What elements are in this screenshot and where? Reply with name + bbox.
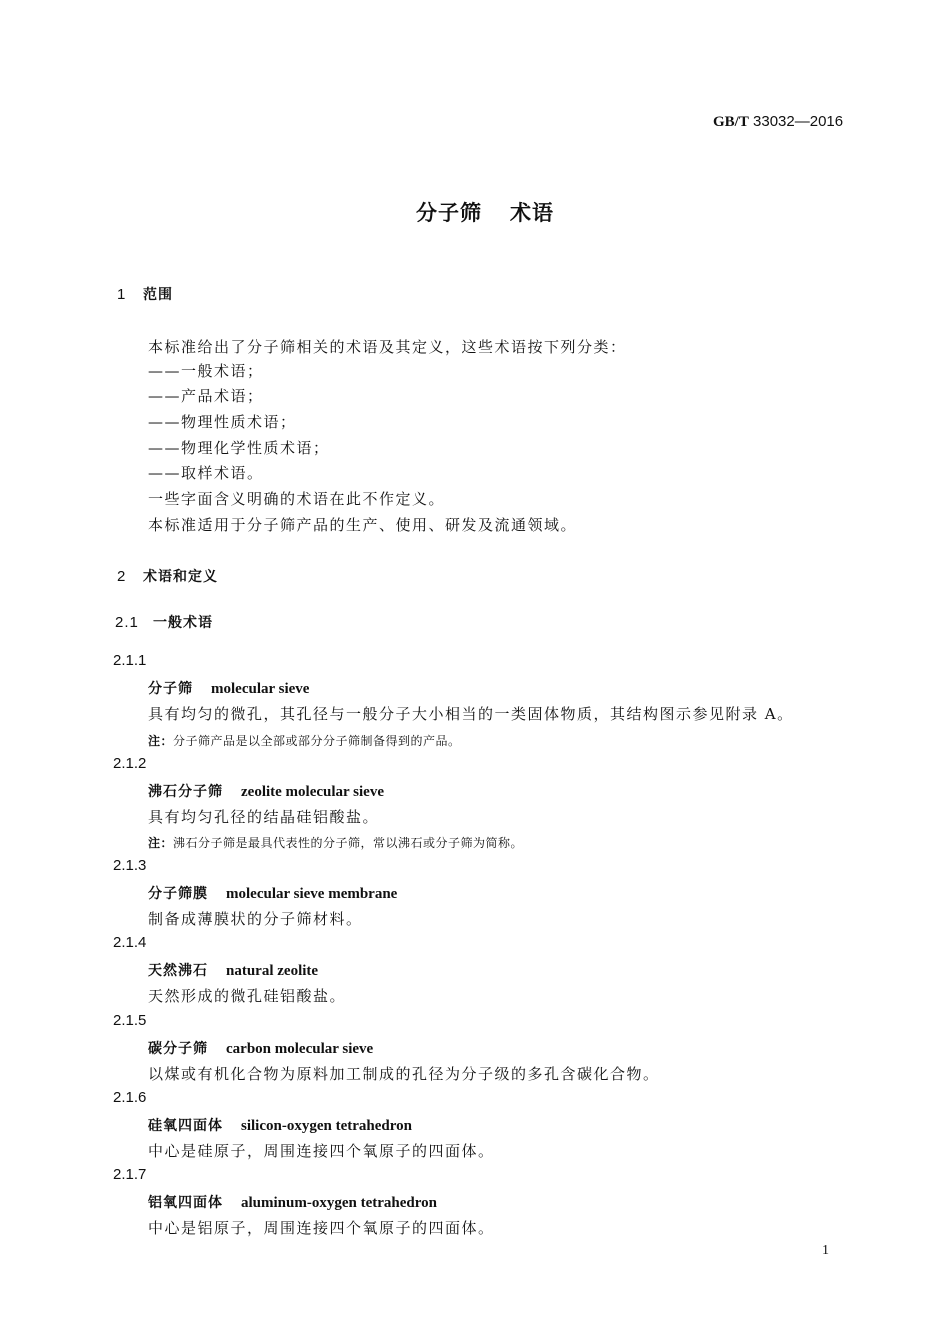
term-zh: 天然沸石 xyxy=(148,963,208,979)
section-number: 1 xyxy=(117,286,127,303)
note-text: 沸石分子筛是最具代表性的分子筛，常以沸石或分子筛为简称。 xyxy=(173,836,524,850)
term-heading xyxy=(148,781,384,801)
term-zh: 碳分子筛 xyxy=(148,1041,208,1057)
section-2-heading xyxy=(117,566,218,586)
note-text: 分子筛产品是以全部或部分分子筛制备得到的产品。 xyxy=(173,734,461,748)
page-number: 1 xyxy=(822,1243,829,1258)
term-note xyxy=(148,732,461,749)
scope-list-item: ——物理化学性质术语； xyxy=(148,439,330,457)
document-title xyxy=(0,197,950,227)
term-number: 2.1.5 xyxy=(113,1012,147,1029)
term-definition: 天然形成的微孔硅铝酸盐。 xyxy=(148,987,347,1005)
scope-list-item: ——物理性质术语； xyxy=(148,413,297,431)
term-number: 2.1.1 xyxy=(113,652,147,669)
scope-paragraph: 本标准适用于分子筛产品的生产、使用、研发及流通领域。 xyxy=(148,516,578,534)
scope-list-item: ——取样术语。 xyxy=(148,464,264,482)
standard-prefix: GB/T xyxy=(713,114,749,130)
term-heading xyxy=(148,678,309,698)
section-title: 术语和定义 xyxy=(143,569,218,585)
scope-list-item: ——产品术语； xyxy=(148,387,264,405)
term-zh: 沸石分子筛 xyxy=(148,784,223,800)
term-zh: 分子筛 xyxy=(148,681,193,697)
term-en: zeolite molecular sieve xyxy=(241,784,384,800)
term-en: aluminum-oxygen tetrahedron xyxy=(241,1195,437,1211)
term-zh: 铝氧四面体 xyxy=(148,1195,223,1211)
term-zh: 硅氧四面体 xyxy=(148,1118,223,1134)
term-definition: 中心是铝原子，周围连接四个氧原子的四面体。 xyxy=(148,1219,495,1237)
scope-list-item: ——一般术语； xyxy=(148,362,264,380)
standard-code xyxy=(713,113,843,131)
term-note xyxy=(148,834,523,851)
title-part1: 分子筛 xyxy=(416,201,482,225)
term-heading xyxy=(148,883,397,903)
term-number: 2.1.3 xyxy=(113,857,147,874)
term-en: silicon-oxygen tetrahedron xyxy=(241,1118,412,1134)
term-definition: 具有均匀孔径的结晶硅铝酸盐。 xyxy=(148,808,380,826)
term-en: carbon molecular sieve xyxy=(226,1041,374,1057)
standard-number: 33032—2016 xyxy=(753,113,844,130)
section-1-heading xyxy=(117,284,173,304)
term-number: 2.1.4 xyxy=(113,934,147,951)
term-heading xyxy=(148,1192,437,1212)
term-heading xyxy=(148,960,318,980)
term-heading xyxy=(148,1115,412,1135)
term-zh: 分子筛膜 xyxy=(148,886,208,902)
note-label: 注： xyxy=(148,734,174,748)
subsection-title: 一般术语 xyxy=(153,615,213,631)
section-title: 范围 xyxy=(143,287,173,303)
term-en: natural zeolite xyxy=(226,963,319,979)
term-definition: 具有均匀的微孔，其孔径与一般分子大小相当的一类固体物质，其结构图示参见附录 A。 xyxy=(148,705,794,723)
term-heading xyxy=(148,1038,373,1058)
scope-paragraph: 一些字面含义明确的术语在此不作定义。 xyxy=(148,490,446,508)
term-number: 2.1.6 xyxy=(113,1089,147,1106)
term-en: molecular sieve membrane xyxy=(226,886,398,902)
term-definition: 制备成薄膜状的分子筛材料。 xyxy=(148,910,363,928)
scope-intro: 本标准给出了分子筛相关的术语及其定义，这些术语按下列分类： xyxy=(148,338,627,356)
term-en: molecular sieve xyxy=(211,681,310,697)
term-number: 2.1.2 xyxy=(113,755,147,772)
term-definition: 以煤或有机化合物为原料加工制成的孔径为分子级的多孔含碳化合物。 xyxy=(148,1065,660,1083)
subsection-number: 2.1 xyxy=(115,614,139,631)
subsection-2-1-heading xyxy=(115,612,213,632)
note-label: 注： xyxy=(148,836,174,850)
term-number: 2.1.7 xyxy=(113,1166,147,1183)
title-part2: 术语 xyxy=(510,201,554,225)
term-definition: 中心是硅原子，周围连接四个氧原子的四面体。 xyxy=(148,1142,495,1160)
section-number: 2 xyxy=(117,568,127,585)
